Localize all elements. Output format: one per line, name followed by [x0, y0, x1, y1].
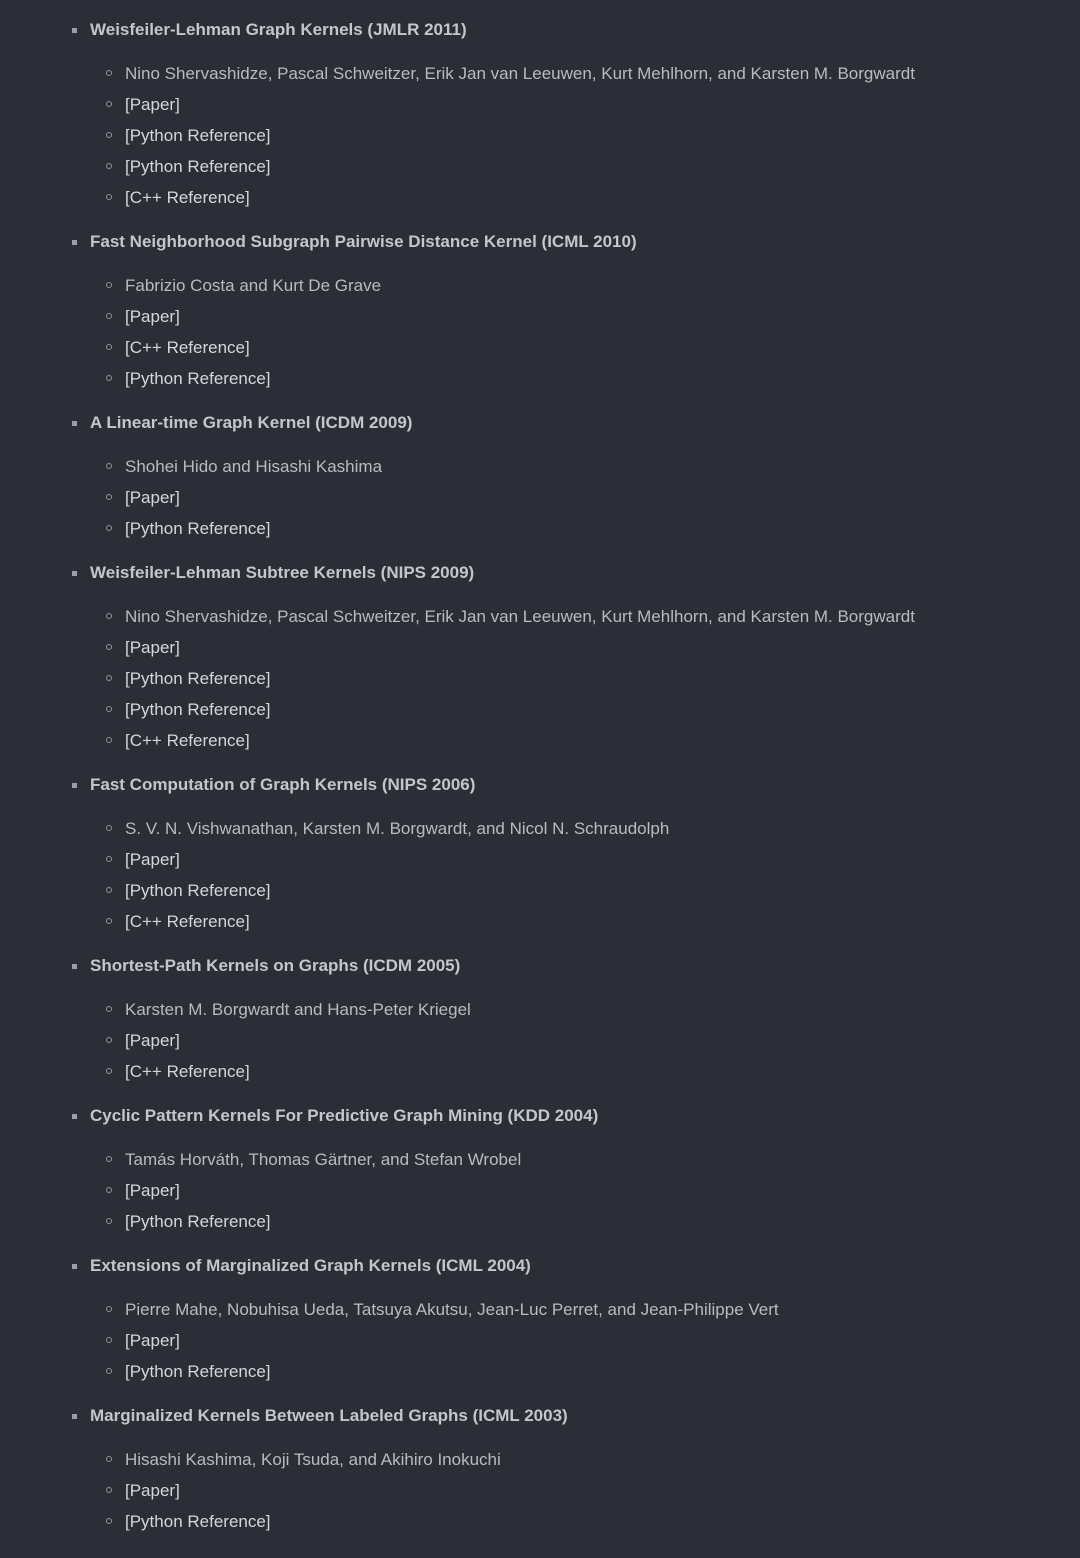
square-bullet-icon	[72, 1414, 77, 1419]
paper-link[interactable]	[0, 844, 1080, 875]
paper-link[interactable]	[0, 1325, 1080, 1356]
circle-bullet-icon	[106, 613, 112, 619]
cpp-reference-link-text[interactable]: [C++ Reference]	[125, 731, 250, 750]
paper-title	[0, 558, 1080, 588]
paper-title	[0, 227, 1080, 257]
paper-link-text[interactable]: [Paper]	[125, 1181, 180, 1200]
square-bullet-icon	[72, 28, 77, 33]
paper-entry	[0, 951, 1080, 1101]
paper-link[interactable]	[0, 632, 1080, 663]
paper-link[interactable]	[0, 482, 1080, 513]
square-bullet-icon	[72, 1114, 77, 1119]
authors-text: Hisashi Kashima, Koji Tsuda, and Akihiro Inokuchi	[125, 1450, 501, 1469]
python-reference-link[interactable]	[0, 694, 1080, 725]
authors-text: Nino Shervashidze, Pascal Schweitzer, Erik Jan van Leeuwen, Kurt Mehlhorn, and Karsten M. Borgwardt	[125, 64, 915, 83]
circle-bullet-icon	[106, 525, 112, 531]
paper-title-text: Extensions of Marginalized Graph Kernels (ICML 2004)	[90, 1256, 531, 1275]
paper-details	[0, 257, 1080, 408]
paper-title	[0, 15, 1080, 45]
circle-bullet-icon	[106, 706, 112, 712]
circle-bullet-icon	[106, 1487, 112, 1493]
square-bullet-icon	[72, 571, 77, 576]
python-reference-link-text[interactable]: [Python Reference]	[125, 1212, 271, 1231]
paper-details	[0, 45, 1080, 227]
paper-details	[0, 438, 1080, 558]
authors-text: S. V. N. Vishwanathan, Karsten M. Borgwardt, and Nicol N. Schraudolph	[125, 819, 670, 838]
paper-authors	[0, 1444, 1080, 1475]
python-reference-link[interactable]	[0, 363, 1080, 394]
circle-bullet-icon	[106, 737, 112, 743]
paper-authors	[0, 270, 1080, 301]
python-reference-link[interactable]	[0, 1506, 1080, 1537]
circle-bullet-icon	[106, 1518, 112, 1524]
cpp-reference-link-text[interactable]: [C++ Reference]	[125, 912, 250, 931]
python-reference-link-text[interactable]: [Python Reference]	[125, 157, 271, 176]
circle-bullet-icon	[106, 1156, 112, 1162]
paper-link-text[interactable]: [Paper]	[125, 850, 180, 869]
paper-link[interactable]	[0, 301, 1080, 332]
paper-title-text: Fast Computation of Graph Kernels (NIPS 2006)	[90, 775, 476, 794]
cpp-reference-link-text[interactable]: [C++ Reference]	[125, 1062, 250, 1081]
circle-bullet-icon	[106, 70, 112, 76]
paper-title	[0, 1251, 1080, 1281]
python-reference-link-text[interactable]: [Python Reference]	[125, 1512, 271, 1531]
circle-bullet-icon	[106, 887, 112, 893]
python-reference-link[interactable]	[0, 663, 1080, 694]
cpp-reference-link[interactable]	[0, 332, 1080, 363]
paper-title-text: Weisfeiler-Lehman Graph Kernels (JMLR 2011)	[90, 20, 467, 39]
paper-authors	[0, 451, 1080, 482]
authors-text: Pierre Mahe, Nobuhisa Ueda, Tatsuya Akutsu, Jean-Luc Perret, and Jean-Philippe Vert	[125, 1300, 779, 1319]
square-bullet-icon	[72, 240, 77, 245]
python-reference-link-text[interactable]: [Python Reference]	[125, 1362, 271, 1381]
paper-authors	[0, 58, 1080, 89]
circle-bullet-icon	[106, 1306, 112, 1312]
circle-bullet-icon	[106, 375, 112, 381]
paper-entry	[0, 1401, 1080, 1551]
python-reference-link-text[interactable]: [Python Reference]	[125, 519, 271, 538]
cpp-reference-link-text[interactable]: [C++ Reference]	[125, 338, 250, 357]
circle-bullet-icon	[106, 132, 112, 138]
paper-entry	[0, 1251, 1080, 1401]
square-bullet-icon	[72, 421, 77, 426]
python-reference-link[interactable]	[0, 120, 1080, 151]
square-bullet-icon	[72, 1264, 77, 1269]
paper-link[interactable]	[0, 1175, 1080, 1206]
paper-details	[0, 1281, 1080, 1401]
paper-details	[0, 1431, 1080, 1551]
circle-bullet-icon	[106, 494, 112, 500]
python-reference-link-text[interactable]: [Python Reference]	[125, 126, 271, 145]
paper-link[interactable]	[0, 1025, 1080, 1056]
authors-text: Karsten M. Borgwardt and Hans-Peter Kriegel	[125, 1000, 471, 1019]
cpp-reference-link[interactable]	[0, 725, 1080, 756]
paper-title-text: Weisfeiler-Lehman Subtree Kernels (NIPS 2009)	[90, 563, 475, 582]
paper-details	[0, 1131, 1080, 1251]
cpp-reference-link[interactable]	[0, 182, 1080, 213]
circle-bullet-icon	[106, 1337, 112, 1343]
python-reference-link[interactable]	[0, 151, 1080, 182]
paper-link-text[interactable]: [Paper]	[125, 488, 180, 507]
circle-bullet-icon	[106, 1006, 112, 1012]
paper-title-text: Cyclic Pattern Kernels For Predictive Graph Mining (KDD 2004)	[90, 1106, 599, 1125]
authors-text: Fabrizio Costa and Kurt De Grave	[125, 276, 382, 295]
paper-link[interactable]	[0, 1475, 1080, 1506]
paper-title	[0, 951, 1080, 981]
paper-details	[0, 588, 1080, 770]
python-reference-link[interactable]	[0, 1356, 1080, 1387]
circle-bullet-icon	[106, 194, 112, 200]
paper-authors	[0, 1294, 1080, 1325]
paper-details	[0, 981, 1080, 1101]
circle-bullet-icon	[106, 1368, 112, 1374]
paper-entry	[0, 1101, 1080, 1251]
python-reference-link[interactable]	[0, 875, 1080, 906]
python-reference-link-text[interactable]: [Python Reference]	[125, 881, 271, 900]
circle-bullet-icon	[106, 1456, 112, 1462]
circle-bullet-icon	[106, 644, 112, 650]
python-reference-link-text[interactable]: [Python Reference]	[125, 700, 271, 719]
circle-bullet-icon	[106, 1218, 112, 1224]
circle-bullet-icon	[106, 1187, 112, 1193]
circle-bullet-icon	[106, 825, 112, 831]
authors-text: Tamás Horváth, Thomas Gärtner, and Stefan Wrobel	[125, 1150, 522, 1169]
paper-title-text: Marginalized Kernels Between Labeled Graphs (ICML 2003)	[90, 1406, 568, 1425]
circle-bullet-icon	[106, 101, 112, 107]
paper-authors	[0, 601, 1080, 632]
circle-bullet-icon	[106, 282, 112, 288]
circle-bullet-icon	[106, 344, 112, 350]
paper-link-text[interactable]: [Paper]	[125, 1481, 180, 1500]
paper-authors	[0, 813, 1080, 844]
paper-title	[0, 770, 1080, 800]
paper-title	[0, 408, 1080, 438]
cpp-reference-link[interactable]	[0, 906, 1080, 937]
paper-details	[0, 800, 1080, 951]
python-reference-link-text[interactable]: [Python Reference]	[125, 369, 271, 388]
circle-bullet-icon	[106, 463, 112, 469]
paper-entry	[0, 558, 1080, 770]
circle-bullet-icon	[106, 1037, 112, 1043]
circle-bullet-icon	[106, 313, 112, 319]
cpp-reference-link[interactable]	[0, 1056, 1080, 1087]
paper-link-text[interactable]: [Paper]	[125, 638, 180, 657]
circle-bullet-icon	[106, 1068, 112, 1074]
python-reference-link[interactable]	[0, 513, 1080, 544]
python-reference-link[interactable]	[0, 1206, 1080, 1237]
authors-text: Nino Shervashidze, Pascal Schweitzer, Erik Jan van Leeuwen, Kurt Mehlhorn, and Karsten M. Borgwardt	[125, 607, 915, 626]
paper-link[interactable]	[0, 89, 1080, 120]
paper-title-text: Shortest-Path Kernels on Graphs (ICDM 2005)	[90, 956, 461, 975]
circle-bullet-icon	[106, 163, 112, 169]
paper-authors	[0, 994, 1080, 1025]
circle-bullet-icon	[106, 675, 112, 681]
paper-title	[0, 1101, 1080, 1131]
paper-entry	[0, 408, 1080, 558]
square-bullet-icon	[72, 964, 77, 969]
paper-entry	[0, 770, 1080, 951]
paper-authors	[0, 1144, 1080, 1175]
paper-link-text[interactable]: [Paper]	[125, 95, 180, 114]
python-reference-link-text[interactable]: [Python Reference]	[125, 669, 271, 688]
authors-text: Shohei Hido and Hisashi Kashima	[125, 457, 383, 476]
paper-link-text[interactable]: [Paper]	[125, 1331, 180, 1350]
paper-title-text: A Linear-time Graph Kernel (ICDM 2009)	[90, 413, 413, 432]
paper-title	[0, 1401, 1080, 1431]
circle-bullet-icon	[106, 918, 112, 924]
paper-entry	[0, 15, 1080, 227]
square-bullet-icon	[72, 783, 77, 788]
circle-bullet-icon	[106, 856, 112, 862]
paper-link-text[interactable]: [Paper]	[125, 307, 180, 326]
cpp-reference-link-text[interactable]: [C++ Reference]	[125, 188, 250, 207]
paper-link-text[interactable]: [Paper]	[125, 1031, 180, 1050]
paper-entry	[0, 227, 1080, 408]
paper-title-text: Fast Neighborhood Subgraph Pairwise Distance Kernel (ICML 2010)	[90, 232, 637, 251]
